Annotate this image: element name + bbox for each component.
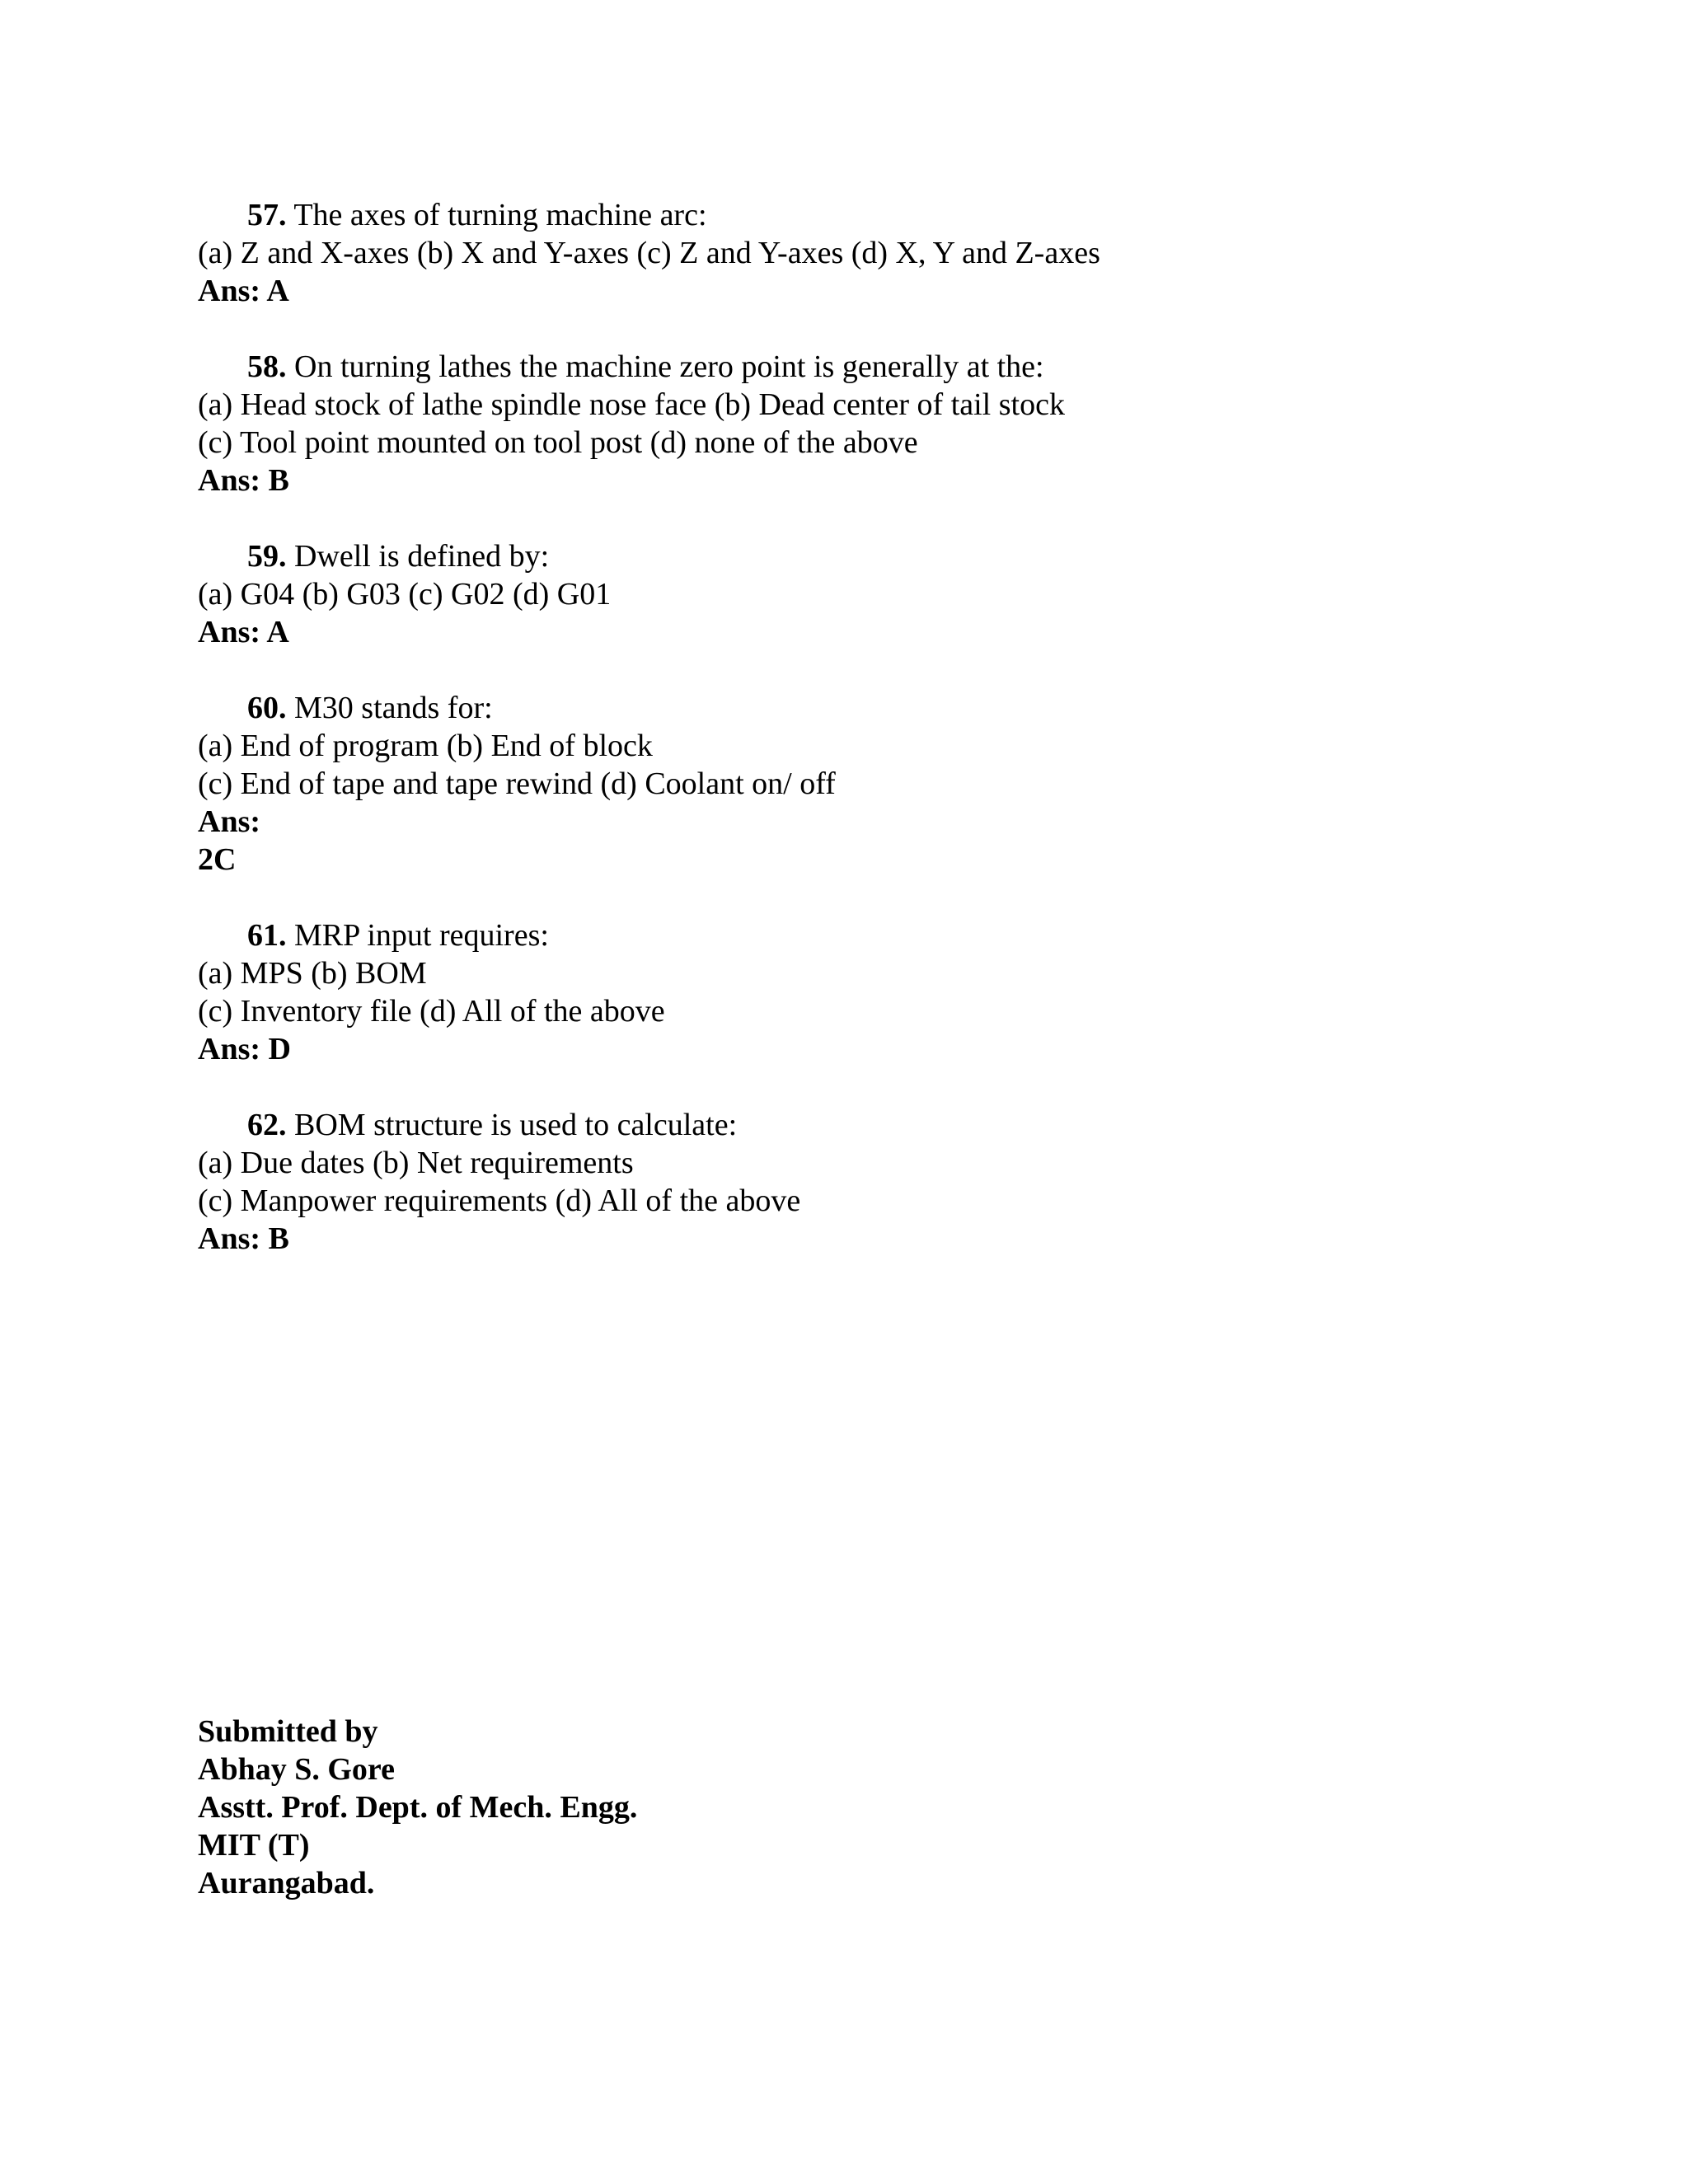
answer-line: 2C xyxy=(198,842,237,877)
option-line: (c) Tool point mounted on tool post (d) none of the above xyxy=(198,425,918,460)
question-list xyxy=(198,196,1517,1258)
question-text: On turning lathes the machine zero point is generally at the: xyxy=(294,349,1044,384)
signature-city: Aurangabad. xyxy=(198,1866,375,1900)
question-57 xyxy=(198,196,1517,234)
question-text: The axes of turning machine arc: xyxy=(293,198,707,232)
signature-line: Submitted by xyxy=(198,1714,378,1749)
question-number: 57. xyxy=(247,198,287,232)
option-line: (a) Head stock of lathe spindle nose face (b) Dead center of tail stock xyxy=(198,387,1065,422)
option-line: (c) Inventory file (d) All of the above xyxy=(198,994,665,1029)
question-60 xyxy=(198,689,1517,727)
option-line: (c) Manpower requirements (d) All of the above xyxy=(198,1183,801,1218)
answer-line: Ans: A xyxy=(198,615,289,649)
answer-line: Ans: D xyxy=(198,1032,291,1066)
signature-designation: Asstt. Prof. Dept. of Mech. Engg. xyxy=(198,1790,638,1825)
answer-line: Ans: B xyxy=(198,463,289,498)
question-59 xyxy=(198,537,1517,575)
question-text: M30 stands for: xyxy=(294,691,493,725)
answer-line: Ans: xyxy=(198,804,261,839)
spacer xyxy=(198,499,1517,537)
option-line: (a) Due dates (b) Net requirements xyxy=(198,1146,634,1180)
option-line: (a) MPS (b) BOM xyxy=(198,956,427,991)
spacer xyxy=(198,310,1517,348)
question-number: 60. xyxy=(247,691,287,725)
question-text: BOM structure is used to calculate: xyxy=(294,1108,738,1142)
option-line: (c) End of tape and tape rewind (d) Coolant on/ off xyxy=(198,766,836,801)
question-text: MRP input requires: xyxy=(294,918,549,953)
spacer xyxy=(198,1068,1517,1106)
question-number: 59. xyxy=(247,539,287,574)
option-line: (a) G04 (b) G03 (c) G02 (d) G01 xyxy=(198,577,612,612)
spacer xyxy=(198,651,1517,689)
question-number: 58. xyxy=(247,349,287,384)
answer-line: Ans: A xyxy=(198,274,289,308)
question-62 xyxy=(198,1106,1517,1144)
question-text: Dwell is defined by: xyxy=(294,539,550,574)
answer-line: Ans: B xyxy=(198,1221,289,1256)
option-line: (a) Z and X-axes (b) X and Y-axes (c) Z and Y-axes (d) X, Y and Z-axes xyxy=(198,236,1100,270)
question-number: 62. xyxy=(247,1108,287,1142)
signature-block xyxy=(198,1713,1187,1902)
question-61 xyxy=(198,916,1517,954)
option-line: (a) End of program (b) End of block xyxy=(198,729,653,763)
spacer xyxy=(198,879,1517,916)
question-number: 61. xyxy=(247,918,287,953)
signature-author: Abhay S. Gore xyxy=(198,1752,395,1787)
question-58 xyxy=(198,348,1517,386)
signature-institute: MIT (T) xyxy=(198,1828,310,1863)
